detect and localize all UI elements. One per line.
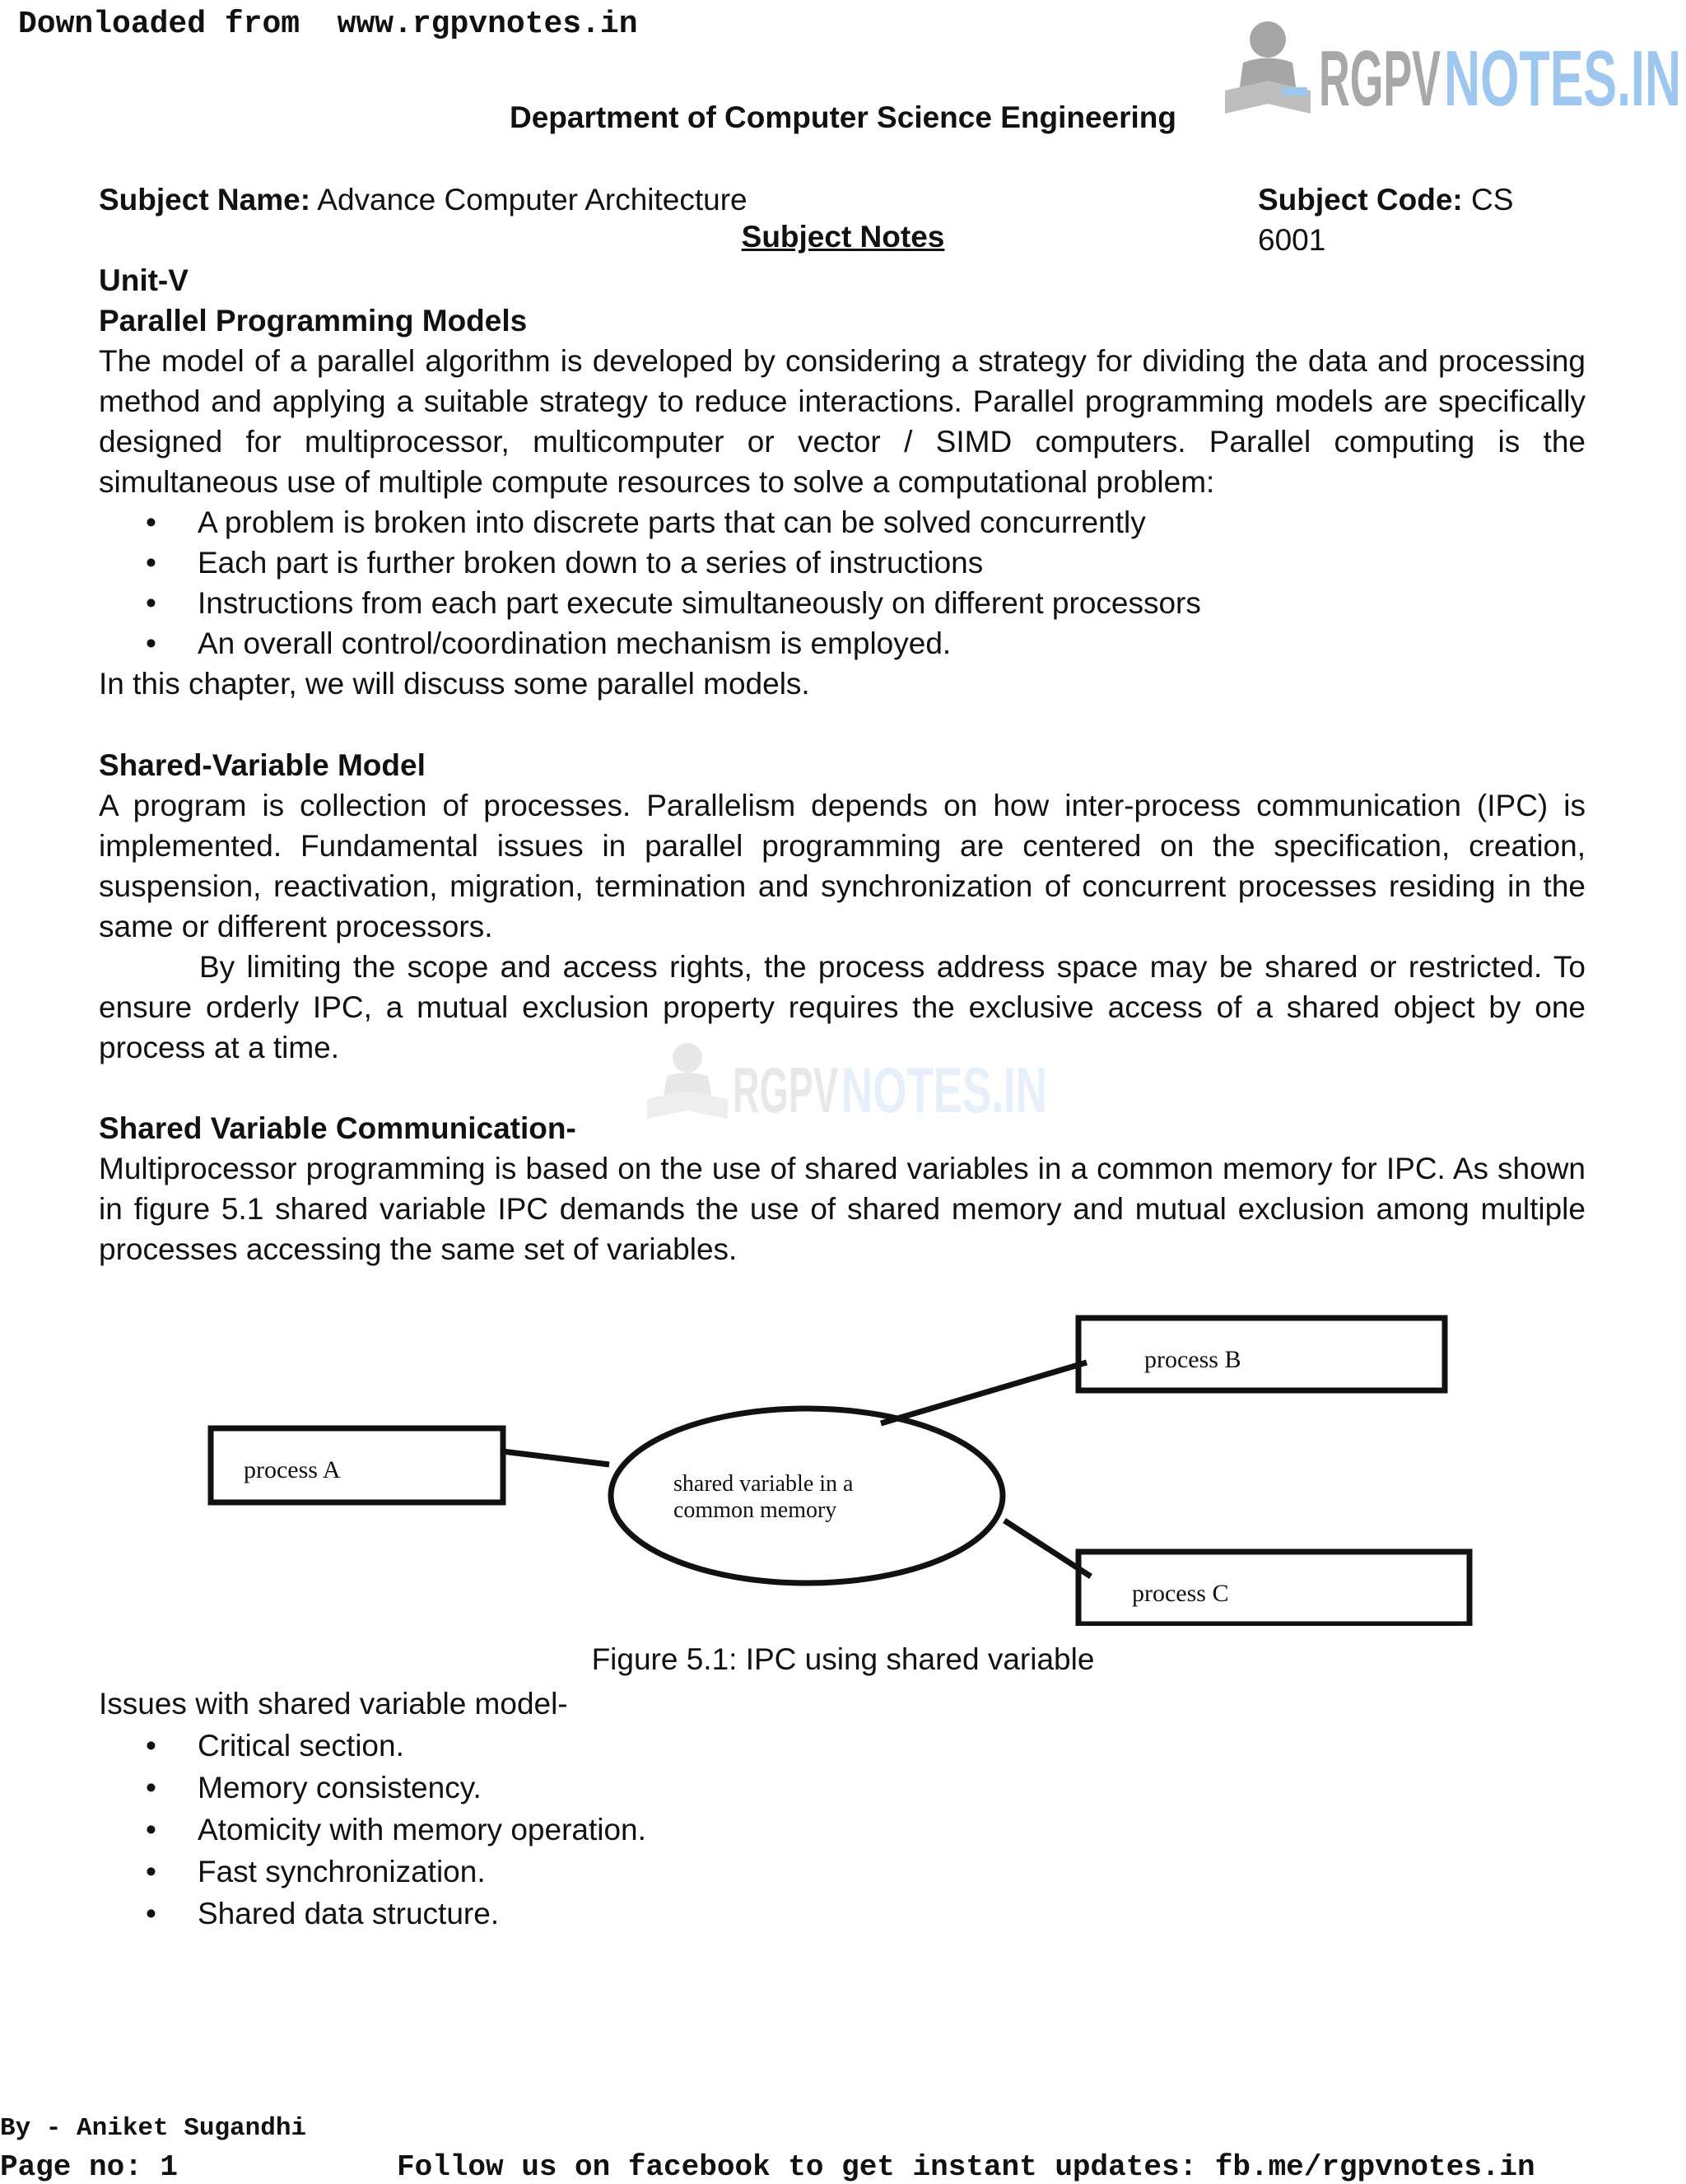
paragraph: By limiting the scope and access rights, the process address space may be shared or restricted. To ensure orderly IPC, a mutual exclusion property requires the exclusive access of a shared object by one process at a time.	[99, 950, 1586, 1064]
figure-caption: Figure 5.1: IPC using shared variable	[591, 1642, 1095, 1676]
subject-name-label: Subject Name:	[99, 183, 311, 217]
paragraph: Issues with shared variable model-	[99, 1687, 568, 1721]
subject-name-value: Advance Computer Architecture	[317, 183, 748, 217]
paragraph: The model of a parallel algorithm is developed by considering a strategy for dividing the data and processing method and applying a suitable strategy to reduce interactions. Parallel programming models are specifically designed for multiprocessor, multicomputer or vector / SIMD computers. Parallel computing is the simultaneous use of multiple compute resources to solve a computational problem:	[99, 344, 1586, 499]
list-item: • An overall control/coordination mechanism is employed.	[198, 623, 1586, 664]
connector-a-memory	[502, 1451, 609, 1465]
subject-code-value: CS 6001	[1258, 183, 1514, 257]
list-item: • Critical section.	[198, 1725, 1586, 1767]
watermark-text-notes: NOTES.IN	[841, 1054, 1047, 1126]
page-number: Page no: 1	[0, 2150, 179, 2184]
unit-heading: Unit-V	[99, 263, 189, 297]
subject-name	[99, 179, 748, 220]
bullet-icon: •	[146, 586, 156, 620]
paragraph: A program is collection of processes. Parallelism depends on how inter-process communication (IPC) is implemented. Fundamental issues in parallel programming are centered on the specification, creation, suspension, reactivation, migration, termination and synchronization of concurrent processes residing in the same or different processors.	[99, 789, 1586, 943]
list-item: • A problem is broken into discrete parts that can be solved concurrently	[198, 502, 1586, 543]
paragraph: In this chapter, we will discuss some parallel models.	[99, 667, 810, 701]
section-heading: Shared Variable Communication-	[99, 1111, 576, 1145]
list-item: • Atomicity with memory operation.	[198, 1809, 1586, 1851]
process-c-label: process C	[1132, 1580, 1229, 1607]
list-item: • Shared data structure.	[198, 1893, 1586, 1935]
section-parallel-models	[99, 260, 1586, 704]
memory-label-line1: shared variable in a	[673, 1471, 854, 1497]
bullet-icon: •	[146, 1729, 156, 1763]
section-heading: Shared-Variable Model	[99, 748, 426, 782]
paragraph: Multiprocessor programming is based on the use of shared variables in a common memory for IPC. As shown in figure 5.1 shared variable IPC demands the use of shared memory and mutual exclusion among multiple processes accessing the same set of variables.	[99, 1152, 1586, 1266]
bullet-icon: •	[146, 546, 156, 580]
process-b-box	[1078, 1318, 1445, 1390]
subject-notes-title: Subject Notes	[741, 220, 945, 254]
bullet-icon: •	[146, 1897, 156, 1930]
logo-text-notes: NOTES.IN	[1444, 35, 1681, 123]
list-item: • Fast synchronization.	[198, 1851, 1586, 1893]
section-issues	[99, 1683, 1586, 1935]
bullet-list	[99, 502, 1586, 664]
bullet-icon: •	[146, 1771, 156, 1804]
list-item: • Instructions from each part execute simultaneously on different processors	[198, 583, 1586, 623]
department-title: Department of Computer Science Engineering	[509, 100, 1177, 134]
bullet-icon: •	[146, 1813, 156, 1846]
process-b-label: process B	[1144, 1346, 1241, 1373]
issues-list	[99, 1725, 1586, 1935]
follow-line: Follow us on facebook to get instant updates: fb.me/rgpvnotes.in	[397, 2150, 1535, 2184]
watermark-text-rgpv: RGPV	[733, 1054, 838, 1126]
ipc-diagram	[198, 1305, 1482, 1626]
bullet-icon: •	[146, 626, 156, 660]
author-line: By - Aniket Sugandhi	[0, 2114, 307, 2143]
section-shared-variable-communication	[99, 1108, 1586, 1269]
logo-text-rgpv: RGPV	[1319, 35, 1441, 123]
list-item: • Each part is further broken down to a series of instructions	[198, 543, 1586, 583]
downloaded-from-line: Downloaded from www.rgpvnotes.in	[18, 7, 638, 42]
bullet-icon: •	[146, 505, 156, 539]
section-heading: Parallel Programming Models	[99, 304, 528, 338]
subject-code-label: Subject Code:	[1258, 183, 1463, 217]
bullet-icon: •	[146, 1855, 156, 1888]
section-shared-variable-model	[99, 745, 1586, 1068]
connector-memory-b	[881, 1362, 1087, 1423]
list-item: • Memory consistency.	[198, 1767, 1586, 1809]
process-a-label: process A	[244, 1456, 341, 1483]
memory-label-line2: common memory	[673, 1497, 837, 1523]
